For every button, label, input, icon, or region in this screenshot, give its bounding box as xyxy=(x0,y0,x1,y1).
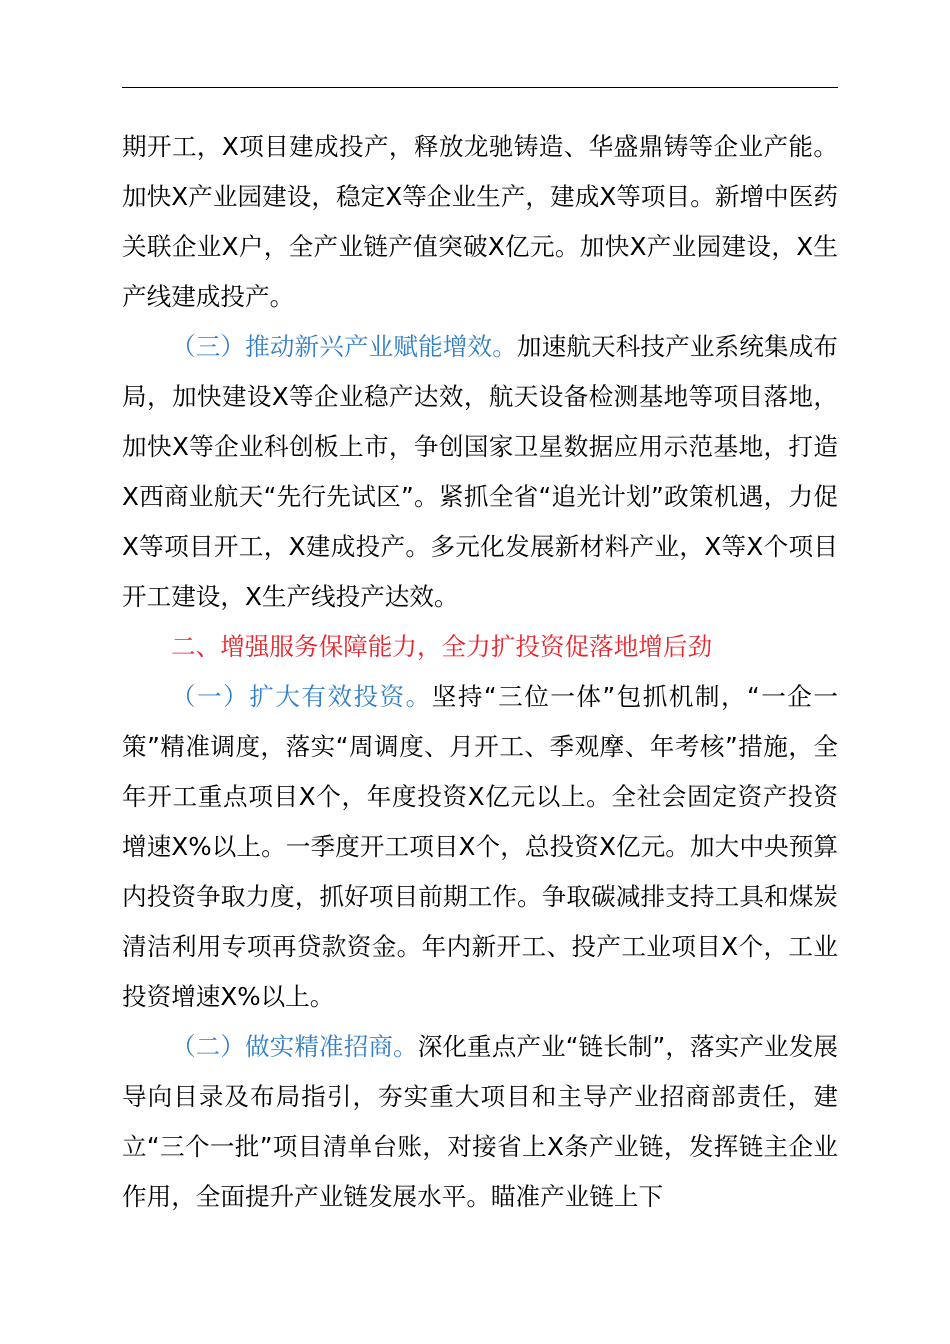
paragraph-body: 坚持“三位一体”包抓机制，“一企一策”精准调度，落实“周调度、月开工、季观摩、年考核”措施，全年开工重点项目X个，年度投资X亿元以上。全社会固定资产投资增速X%以上。一季度开工项目X个，总投资X亿元。加大中央预算内投资争取力度，抓好项目前期工作。争取碳减排支持工具和煤炭清洁利用专项再贷款资金。年内新开工、投产工业项目X个，工业投资增速X%以上。 xyxy=(122,682,838,1011)
subheading-effective-investment: （一）扩大有效投资。 xyxy=(171,682,432,711)
paragraph-body: 加速航天科技产业系统集成布局，加快建设X等企业稳产达效，航天设备检测基地等项目落地，加快X等企业科创板上市，争创国家卫星数据应用示范基地，打造X西商业航天“先行先试区”。紧抓全省“追光计划”政策机遇，力促X等项目开工，X建成投产。多元化发展新材料产业，X等X个项目开工建设，X生产线投产达效。 xyxy=(122,332,838,611)
subheading-emerging-industries: （三）推动新兴产业赋能增效。 xyxy=(171,332,517,361)
paragraph-precise-investment-attraction xyxy=(122,1022,838,1222)
paragraph-continued xyxy=(122,122,838,322)
paragraph-emerging-industries xyxy=(122,322,838,622)
header-rule xyxy=(122,87,838,88)
subheading-precise-investment-attraction: （二）做实精准招商。 xyxy=(171,1032,418,1061)
paragraph-body: 深化重点产业“链长制”，落实产业发展导向目录及布局指引，夯实重大项目和主导产业招商部责任，建立“三个一批”项目清单台账，对接省上X条产业链，发挥链主企业作用，全面提升产业链发展水平。瞄准产业链上下 xyxy=(122,1032,838,1211)
paragraph-body: 期开工，X项目建成投产，释放龙驰铸造、华盛鼎铸等企业产能。加快X产业园建设，稳定X等企业生产，建成X等项目。新增中医药关联企业X户，全产业链产值突破X亿元。加快X产业园建设，X生产线建成投产。 xyxy=(122,132,838,311)
section-heading-two: 二、增强服务保障能力，全力扩投资促落地增后劲 xyxy=(171,632,713,661)
document-body xyxy=(122,122,838,1222)
paragraph-effective-investment xyxy=(122,672,838,1022)
